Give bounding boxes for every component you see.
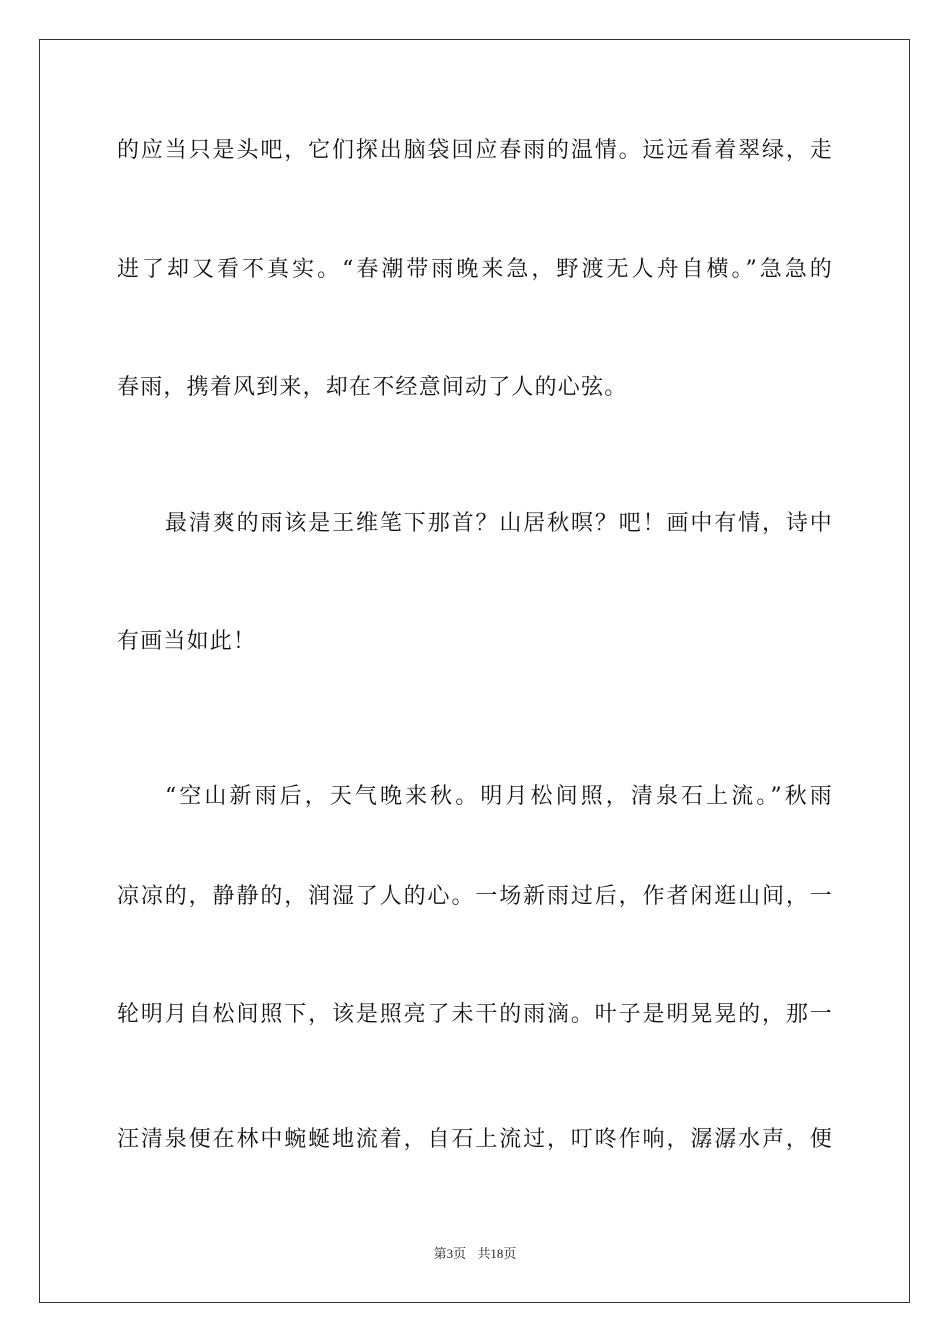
body-text-line: 最清爽的雨该是王维笔下那首？山居秋暝？吧！画中有情，诗中 [165, 511, 833, 536]
body-text-line: 的应当只是头吧，它们探出脑袋回应春雨的温情。远远看着翠绿，走 [117, 138, 833, 163]
page-border [39, 39, 910, 1303]
body-text-line: 凉凉的，静静的，润湿了人的心。一场新雨过后，作者闲逛山间，一 [117, 884, 833, 909]
page-footer [0, 1245, 950, 1263]
body-text-line: 春雨，携着风到来，却在不经意间动了人的心弦。 [117, 375, 628, 400]
body-text-line: 轮明月自松间照下，该是照亮了未干的雨滴。叶子是明晃晃的，那一 [117, 1002, 833, 1027]
body-text-line: “空山新雨后，天气晚来秋。明月松间照，清泉石上流。”秋雨 [165, 784, 833, 809]
body-text-line: 进了却又看不真实。“春潮带雨晚来急，野渡无人舟自横。”急急的 [117, 257, 833, 282]
body-text-line: 汪清泉便在林中蜿蜒地流着，自石上流过，叮咚作响，潺潺水声，便 [117, 1127, 833, 1152]
page-number: 第3页 [433, 1246, 467, 1261]
body-text-line: 有画当如此！ [117, 629, 257, 654]
total-pages: 共18页 [477, 1246, 517, 1261]
